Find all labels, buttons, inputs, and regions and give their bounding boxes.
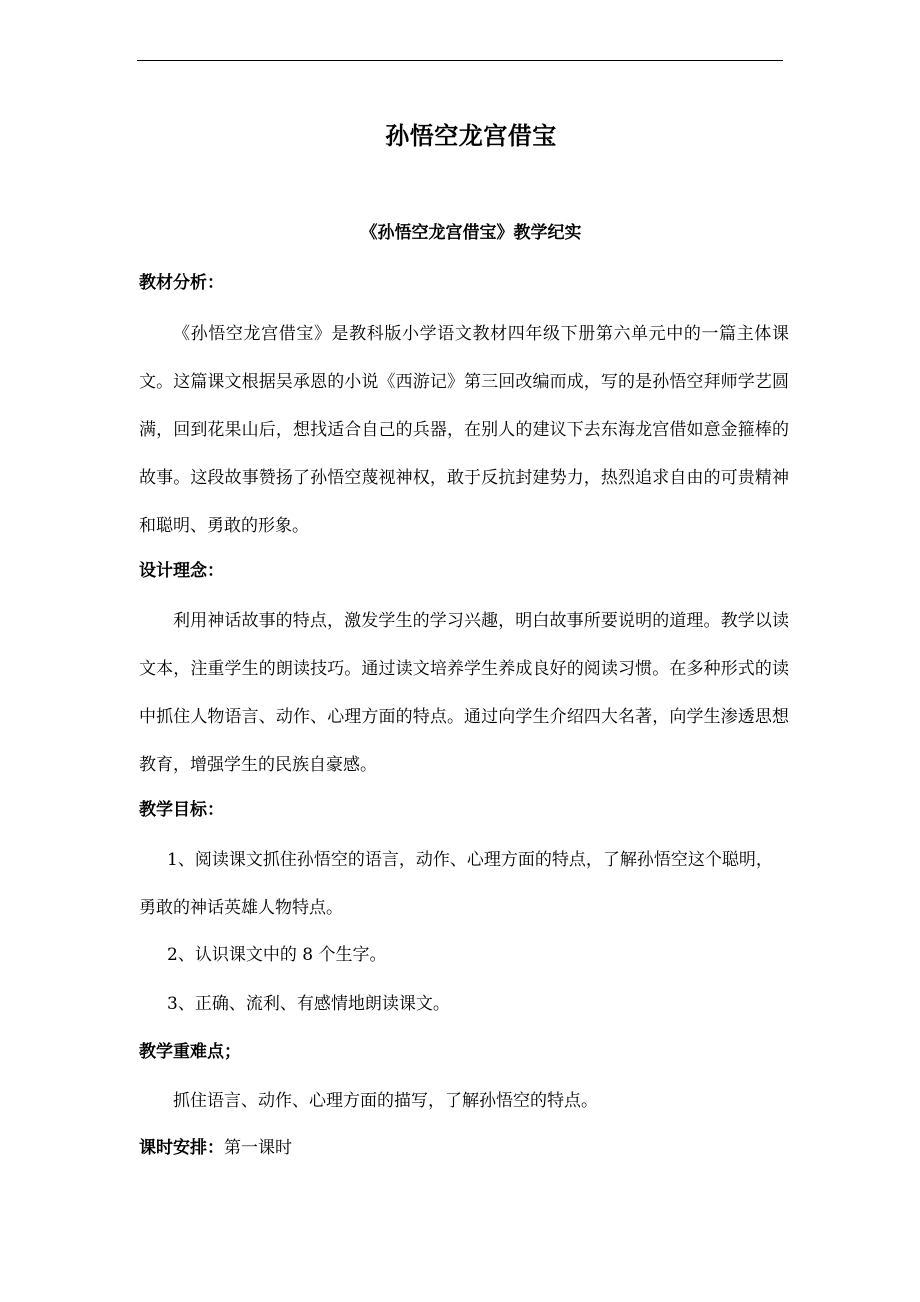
design-heading: 设计理念：: [139, 561, 224, 581]
keypoints-heading: 教学重难点；: [139, 1042, 241, 1062]
goals-heading: 教学目标：: [139, 800, 224, 820]
analysis-paragraph: 《孙悟空龙宫借宝》是教科版小学语文教材四年级下册第六单元中的一篇主体课文。这篇课文根据吴承恩的小说《西游记》第三回改编而成，写的是孙悟空拜师学艺圆满，回到花果山后，想找适合自己的兵器，在别人的建议下去东海龙宫借如意金箍棒的故事。这段故事赞扬了孙悟空蔑视神权，敢于反抗封建势力，热烈追求自由的可贵精神和聪明、勇敢的形象。: [139, 324, 789, 536]
design-paragraph: 利用神话故事的特点，激发学生的学习兴趣，明白故事所要说明的道理。教学以读文本，注重学生的朗读技巧。通过读文培养学生养成良好的阅读习惯。在多种形式的读中抓住人物语言、动作、心理方面的特点。通过向学生介绍四大名著，向学生渗透思想教育，增强学生的民族自豪感。: [139, 611, 789, 775]
document-subtitle: 《孙悟空龙宫借宝》教学纪实: [360, 223, 582, 243]
header-rule: [137, 60, 783, 61]
analysis-heading: 教材分析：: [139, 273, 224, 293]
goal-item-2: 2、认识课文中的 8 个生字。: [167, 945, 387, 965]
schedule-value: 第一课时: [224, 1138, 292, 1158]
goal-item-1: 1、阅读课文抓住孙悟空的语言，动作、心理方面的特点，了解孙悟空这个聪明，勇敢的神话英雄人物特点。: [139, 850, 773, 918]
document-title: 孙悟空龙宫借宝: [385, 121, 557, 150]
schedule-line: [139, 1135, 292, 1161]
keypoints-paragraph: 抓住语言、动作、心理方面的描写，了解孙悟空的特点。: [173, 1091, 598, 1111]
schedule-heading: 课时安排：: [139, 1138, 224, 1158]
goal-item-3: 3、正确、流利、有感情地朗读课文。: [167, 994, 450, 1014]
